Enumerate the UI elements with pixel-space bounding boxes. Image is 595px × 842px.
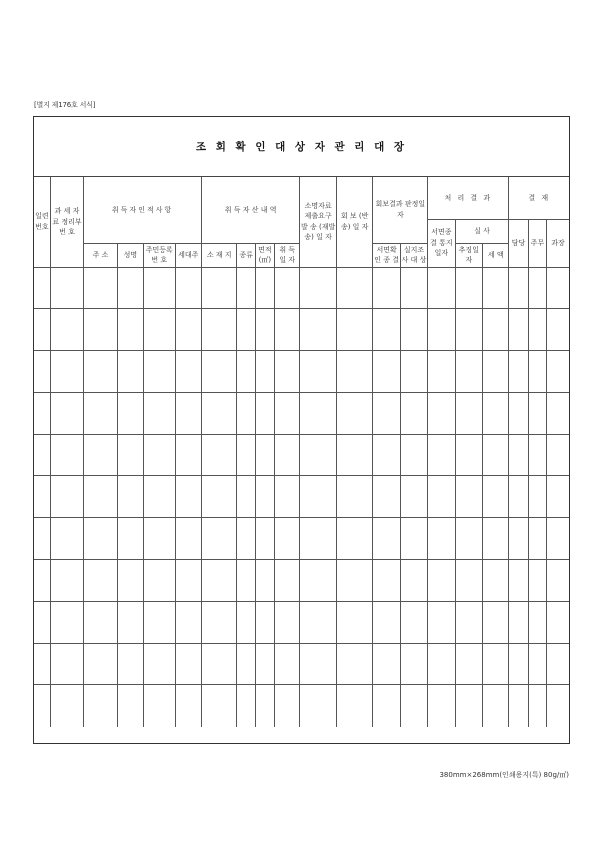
ledger-body [34, 267, 569, 727]
table-cell[interactable] [428, 309, 455, 351]
table-cell[interactable] [275, 685, 300, 727]
header-written-notice: 서면종결 통지일자 [428, 219, 455, 267]
header-asset: 취 득 자 산 내 역 [201, 177, 299, 243]
header-location: 소 재 지 [201, 243, 237, 267]
table-cell[interactable] [400, 309, 427, 351]
table-cell[interactable] [428, 601, 455, 643]
table-cell[interactable] [428, 434, 455, 476]
table-cell[interactable] [237, 267, 255, 309]
table-cell[interactable] [201, 267, 237, 309]
table-cell[interactable] [428, 351, 455, 393]
header-chief: 주무 [528, 219, 546, 267]
table-cell[interactable] [509, 392, 528, 434]
table-cell[interactable] [546, 392, 569, 434]
table-cell[interactable] [336, 643, 373, 685]
table-cell[interactable] [528, 267, 546, 309]
table-cell[interactable] [400, 392, 427, 434]
table-cell[interactable] [84, 476, 117, 518]
header-field-check: 실 사 [455, 219, 509, 243]
table-cell[interactable] [483, 643, 509, 685]
table-cell[interactable] [546, 309, 569, 351]
table-cell[interactable] [201, 518, 237, 560]
header-tax-amount: 세 액 [483, 243, 509, 267]
header-assess-date: 추징일자 [455, 243, 482, 267]
table-cell[interactable] [455, 351, 482, 393]
header-serial-no: 일련 번호 [34, 177, 50, 267]
table-cell[interactable] [455, 601, 482, 643]
table-cell[interactable] [483, 601, 509, 643]
table-cell[interactable] [455, 392, 482, 434]
table-cell[interactable] [336, 309, 373, 351]
table-cell[interactable] [237, 518, 255, 560]
table-cell[interactable] [237, 476, 255, 518]
header-tax-info-no: 과 세 자 료 정리부 번 호 [50, 177, 83, 267]
table-cell[interactable] [455, 476, 482, 518]
table-cell[interactable] [400, 643, 427, 685]
table-cell[interactable] [255, 518, 274, 560]
table-cell[interactable] [455, 685, 482, 727]
table-cell[interactable] [117, 392, 143, 434]
table-row [34, 560, 569, 602]
table-cell[interactable] [175, 685, 201, 727]
table-cell[interactable] [428, 560, 455, 602]
table-cell[interactable] [373, 309, 400, 351]
table-cell[interactable] [428, 518, 455, 560]
table-cell[interactable] [255, 685, 274, 727]
table-cell[interactable] [300, 518, 337, 560]
table-cell[interactable] [175, 643, 201, 685]
table-cell[interactable] [300, 267, 337, 309]
table-cell[interactable] [201, 643, 237, 685]
header-resident-no: 주민등록 번 호 [144, 243, 175, 267]
table-cell[interactable] [300, 351, 337, 393]
table-cell[interactable] [509, 643, 528, 685]
table-cell[interactable] [509, 351, 528, 393]
table-cell[interactable] [300, 434, 337, 476]
table-cell[interactable] [201, 309, 237, 351]
table-cell[interactable] [50, 476, 83, 518]
table-cell[interactable] [237, 643, 255, 685]
table-cell[interactable] [144, 309, 175, 351]
table-cell[interactable] [50, 685, 83, 727]
table-cell[interactable] [84, 685, 117, 727]
table-cell[interactable] [528, 309, 546, 351]
table-cell[interactable] [275, 643, 300, 685]
table-cell[interactable] [455, 643, 482, 685]
table-cell[interactable] [546, 601, 569, 643]
table-cell[interactable] [275, 476, 300, 518]
table-cell[interactable] [483, 560, 509, 602]
table-row [34, 643, 569, 685]
table-cell[interactable] [237, 351, 255, 393]
table-cell[interactable] [34, 601, 50, 643]
page-title: 조 회 확 인 대 상 자 관 리 대 장 [195, 141, 408, 153]
table-cell[interactable] [336, 601, 373, 643]
title-row [34, 117, 569, 177]
table-row [34, 392, 569, 434]
table-cell[interactable] [144, 434, 175, 476]
table-cell[interactable] [336, 518, 373, 560]
table-cell[interactable] [175, 309, 201, 351]
ledger-table [34, 177, 569, 727]
table-cell[interactable] [528, 560, 546, 602]
table-cell[interactable] [50, 309, 83, 351]
table-cell[interactable] [528, 434, 546, 476]
table-cell[interactable] [528, 643, 546, 685]
table-cell[interactable] [144, 685, 175, 727]
table-cell[interactable] [201, 351, 237, 393]
table-cell[interactable] [144, 643, 175, 685]
table-cell[interactable] [34, 560, 50, 602]
table-cell[interactable] [336, 434, 373, 476]
table-cell[interactable] [428, 267, 455, 309]
table-cell[interactable] [300, 643, 337, 685]
table-cell[interactable] [50, 601, 83, 643]
header-processing: 처 리 결 과 [428, 177, 509, 219]
table-cell[interactable] [117, 643, 143, 685]
table-cell[interactable] [400, 560, 427, 602]
table-cell[interactable] [455, 309, 482, 351]
header-reply-date: 회 보 (반송) 일 자 [336, 177, 373, 267]
table-cell[interactable] [528, 392, 546, 434]
table-cell[interactable] [84, 351, 117, 393]
table-cell[interactable] [400, 434, 427, 476]
header-section-head: 과장 [546, 219, 569, 267]
table-cell[interactable] [255, 309, 274, 351]
table-cell[interactable] [34, 392, 50, 434]
table-row [34, 309, 569, 351]
header-name: 성명 [117, 243, 143, 267]
table-cell[interactable] [373, 476, 400, 518]
header-in-charge: 담당 [509, 219, 528, 267]
header-reply-result: 회보결과 판정일자 [373, 177, 428, 243]
table-cell[interactable] [144, 518, 175, 560]
table-cell[interactable] [117, 351, 143, 393]
header-written-confirm: 서면확인 종 결 [373, 243, 400, 267]
table-cell[interactable] [50, 351, 83, 393]
table-cell[interactable] [144, 392, 175, 434]
table-cell[interactable] [483, 267, 509, 309]
table-cell[interactable] [237, 560, 255, 602]
table-cell[interactable] [528, 685, 546, 727]
table-cell[interactable] [546, 518, 569, 560]
table-cell[interactable] [34, 267, 50, 309]
table-cell[interactable] [400, 267, 427, 309]
table-cell[interactable] [201, 685, 237, 727]
table-cell[interactable] [255, 476, 274, 518]
table-cell[interactable] [546, 643, 569, 685]
table-cell[interactable] [546, 434, 569, 476]
table-cell[interactable] [50, 267, 83, 309]
table-cell[interactable] [201, 434, 237, 476]
table-cell[interactable] [275, 560, 300, 602]
table-row [34, 351, 569, 393]
header-acquisition-date: 취 득 일 자 [275, 243, 300, 267]
table-cell[interactable] [509, 685, 528, 727]
table-cell[interactable] [84, 601, 117, 643]
table-cell[interactable] [336, 560, 373, 602]
table-cell[interactable] [373, 518, 400, 560]
table-cell[interactable] [373, 267, 400, 309]
table-cell[interactable] [50, 434, 83, 476]
table-cell[interactable] [34, 518, 50, 560]
table-cell[interactable] [483, 309, 509, 351]
table-cell[interactable] [455, 560, 482, 602]
table-cell[interactable] [528, 601, 546, 643]
table-cell[interactable] [336, 351, 373, 393]
table-cell[interactable] [428, 643, 455, 685]
table-cell[interactable] [373, 351, 400, 393]
table-cell[interactable] [201, 392, 237, 434]
table-cell[interactable] [255, 643, 274, 685]
table-cell[interactable] [275, 267, 300, 309]
table-cell[interactable] [483, 351, 509, 393]
table-cell[interactable] [275, 518, 300, 560]
table-cell[interactable] [34, 351, 50, 393]
table-cell[interactable] [34, 434, 50, 476]
table-cell[interactable] [428, 685, 455, 727]
table-cell[interactable] [300, 476, 337, 518]
table-cell[interactable] [50, 643, 83, 685]
table-cell[interactable] [237, 309, 255, 351]
table-cell[interactable] [275, 351, 300, 393]
table-cell[interactable] [546, 685, 569, 727]
table-cell[interactable] [237, 434, 255, 476]
table-cell[interactable] [400, 685, 427, 727]
table-cell[interactable] [373, 392, 400, 434]
table-cell[interactable] [117, 434, 143, 476]
table-cell[interactable] [255, 267, 274, 309]
table-cell[interactable] [275, 309, 300, 351]
table-cell[interactable] [144, 560, 175, 602]
table-cell[interactable] [201, 560, 237, 602]
table-cell[interactable] [455, 434, 482, 476]
table-cell[interactable] [84, 267, 117, 309]
table-cell[interactable] [144, 351, 175, 393]
table-cell[interactable] [509, 601, 528, 643]
ledger-sheet [33, 116, 570, 744]
table-cell[interactable] [428, 476, 455, 518]
table-cell[interactable] [237, 392, 255, 434]
table-row [34, 434, 569, 476]
table-row [34, 476, 569, 518]
table-cell[interactable] [373, 643, 400, 685]
table-cell[interactable] [84, 392, 117, 434]
header-address: 주 소 [84, 243, 117, 267]
table-cell[interactable] [546, 267, 569, 309]
table-cell[interactable] [509, 560, 528, 602]
table-cell[interactable] [483, 685, 509, 727]
table-cell[interactable] [509, 476, 528, 518]
table-cell[interactable] [144, 476, 175, 518]
table-cell[interactable] [336, 685, 373, 727]
header-kind: 종류 [237, 243, 255, 267]
table-cell[interactable] [483, 476, 509, 518]
table-row [34, 601, 569, 643]
table-cell[interactable] [275, 434, 300, 476]
table-cell[interactable] [117, 560, 143, 602]
header-area: 면적 (㎡) [255, 243, 274, 267]
table-cell[interactable] [175, 476, 201, 518]
table-cell[interactable] [117, 267, 143, 309]
table-cell[interactable] [300, 309, 337, 351]
table-cell[interactable] [117, 685, 143, 727]
table-cell[interactable] [455, 267, 482, 309]
table-cell[interactable] [84, 434, 117, 476]
table-cell[interactable] [546, 560, 569, 602]
table-cell[interactable] [237, 685, 255, 727]
table-cell[interactable] [175, 392, 201, 434]
table-cell[interactable] [50, 560, 83, 602]
header-doc-request: 소명자료 제출요구 발 송 (재발송) 일 자 [300, 177, 337, 267]
table-cell[interactable] [144, 601, 175, 643]
table-cell[interactable] [300, 601, 337, 643]
table-cell[interactable] [255, 560, 274, 602]
table-cell[interactable] [455, 518, 482, 560]
form-number: [별지 제176호 서식] [34, 101, 96, 109]
table-cell[interactable] [84, 309, 117, 351]
table-cell[interactable] [509, 434, 528, 476]
table-cell[interactable] [300, 392, 337, 434]
table-cell[interactable] [144, 267, 175, 309]
table-cell[interactable] [300, 560, 337, 602]
table-row [34, 518, 569, 560]
table-cell[interactable] [175, 560, 201, 602]
table-cell[interactable] [528, 518, 546, 560]
table-cell[interactable] [117, 518, 143, 560]
table-cell[interactable] [255, 351, 274, 393]
table-cell[interactable] [275, 392, 300, 434]
table-row [34, 267, 569, 309]
table-cell[interactable] [546, 476, 569, 518]
table-cell[interactable] [237, 601, 255, 643]
table-cell[interactable] [373, 601, 400, 643]
table-cell[interactable] [84, 560, 117, 602]
header-onsite-target: 실지조사 대 상 [400, 243, 427, 267]
table-cell[interactable] [400, 351, 427, 393]
table-cell[interactable] [50, 518, 83, 560]
table-cell[interactable] [275, 601, 300, 643]
table-cell[interactable] [201, 601, 237, 643]
table-cell[interactable] [117, 309, 143, 351]
table-cell[interactable] [509, 267, 528, 309]
table-cell[interactable] [509, 309, 528, 351]
table-cell[interactable] [373, 560, 400, 602]
table-cell[interactable] [255, 601, 274, 643]
table-cell[interactable] [175, 351, 201, 393]
table-cell[interactable] [336, 476, 373, 518]
table-cell[interactable] [255, 434, 274, 476]
table-cell[interactable] [373, 685, 400, 727]
table-cell[interactable] [373, 434, 400, 476]
table-cell[interactable] [255, 392, 274, 434]
table-cell[interactable] [175, 518, 201, 560]
table-cell[interactable] [400, 518, 427, 560]
table-cell[interactable] [117, 601, 143, 643]
table-cell[interactable] [546, 351, 569, 393]
table-cell[interactable] [528, 351, 546, 393]
table-row [34, 685, 569, 727]
table-cell[interactable] [175, 601, 201, 643]
table-cell[interactable] [336, 392, 373, 434]
table-cell[interactable] [509, 518, 528, 560]
table-cell[interactable] [336, 267, 373, 309]
header-household-head: 세대주 [175, 243, 201, 267]
table-cell[interactable] [84, 643, 117, 685]
table-cell[interactable] [34, 685, 50, 727]
table-cell[interactable] [483, 518, 509, 560]
table-cell[interactable] [428, 392, 455, 434]
table-cell[interactable] [400, 601, 427, 643]
table-cell[interactable] [50, 392, 83, 434]
table-cell[interactable] [34, 309, 50, 351]
header-approval: 결 재 [509, 177, 569, 219]
table-cell[interactable] [175, 267, 201, 309]
table-cell[interactable] [483, 434, 509, 476]
table-cell[interactable] [34, 643, 50, 685]
table-cell[interactable] [400, 476, 427, 518]
paper-spec: 380mm×268mm(인쇄용지(특) 80g/㎡) [439, 771, 569, 779]
header-acquirer: 취득자인적사항 [84, 177, 202, 243]
table-cell[interactable] [117, 476, 143, 518]
table-cell[interactable] [34, 476, 50, 518]
table-cell[interactable] [175, 434, 201, 476]
table-cell[interactable] [483, 392, 509, 434]
table-cell[interactable] [300, 685, 337, 727]
table-cell[interactable] [84, 518, 117, 560]
table-cell[interactable] [528, 476, 546, 518]
table-cell[interactable] [201, 476, 237, 518]
